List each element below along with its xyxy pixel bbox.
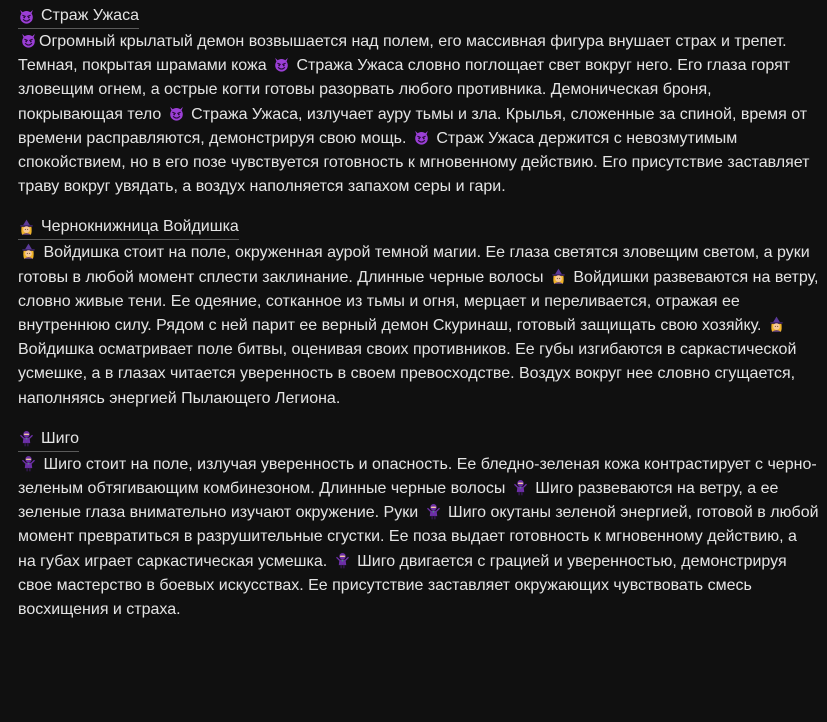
- paragraph-text: Стража Ужаса словно поглощает свет вокруг него. Его глаза горят зловещим огнем, а острые когти готовы разорвать любого противника. Демоническая броня, покрывающая тело: [18, 57, 791, 123]
- witch-icon: [768, 316, 785, 333]
- paragraph-text: Шиго двигается с грацией и уверенностью, демонстрируя свое мастерство в боевых искусствах. Ее присутствие заставляет окружающих чувствовать смесь восхищения и страха.: [18, 552, 787, 619]
- paragraph-text: Страж Ужаса держится с невозмутимым спокойствием, но в его позе чувствуется готовность к мгновенному действию. Его присутствие заставляет траву вокруг увядать, а воздух наполняется запахом серы и гари.: [18, 129, 810, 196]
- smiling-devil-icon: [168, 105, 185, 122]
- paragraph-text: Стража Ужаса, излучает ауру тьмы и зла. Крылья, сложенные за спиной, время от времени расправляются, демонстрируя свою мощь.: [18, 105, 808, 147]
- section-warlock-voidishka: [18, 215, 819, 410]
- ninja-icon: [18, 430, 35, 447]
- ninja-icon: [334, 552, 351, 569]
- section-title: Шиго: [41, 429, 79, 447]
- smiling-devil-icon: [18, 8, 35, 25]
- ninja-icon: [425, 503, 442, 520]
- paragraph-text: Шиго стоит на поле, излучая уверенность и опасность. Ее бледно-зеленая кожа контрастирует с черно-зеленым обтягивающим комбинезоном. Длинные черные волосы: [18, 455, 817, 498]
- witch-icon: [20, 243, 37, 260]
- paragraph-text: Войдишка осматривает поле битвы, оценивая своих противников. Ее губы изгибаются в саркастической усмешке, а в глазах читается уверенность в своем превосходстве. Воздух вокруг нее словно сгущается, наполняясь энергией Пылающего Легиона.: [18, 341, 797, 407]
- section-paragraph: [18, 241, 819, 410]
- witch-icon: [18, 219, 35, 236]
- section-dread-guard: [18, 4, 819, 199]
- witch-icon: [550, 268, 567, 285]
- paragraph-text: Шиго развеваются на ветру, а ее зеленые глаза внимательно изучают окружение. Руки: [18, 480, 779, 522]
- smiling-devil-icon: [413, 129, 430, 146]
- ninja-icon: [20, 455, 37, 472]
- paragraph-text: Войдишка стоит на поле, окруженная аурой темной магии. Ее глаза светятся зловещим светом, а руки готовы в любой момент сплести заклинание. Длинные черные волосы: [18, 244, 810, 286]
- smiling-devil-icon: [20, 32, 37, 49]
- section-title: Страж Ужаса: [41, 7, 139, 24]
- section-heading: [18, 215, 239, 240]
- section-shigo: [18, 427, 819, 622]
- paragraph-text: Войдишки развеваются на ветру, словно живые тени. Ее одеяние, сотканное из тьмы и огня, мерцает и переливается, отражая ее внутреннюю силу. Рядом с ней парит ее верный демон Скуринаш, готовый защищать свою хозяйку.: [18, 268, 819, 335]
- smiling-devil-icon: [273, 56, 290, 73]
- section-title: Чернокнижница Войдишка: [41, 218, 239, 236]
- ninja-icon: [512, 479, 529, 496]
- section-heading: [18, 4, 139, 29]
- paragraph-text: Огромный крылатый демон возвышается над полем, его массивная фигура внушает страх и трепет. Темная, покрытая шрамами кожа: [18, 33, 787, 75]
- section-heading: [18, 427, 79, 452]
- paragraph-text: Шиго окутаны зеленой энергией, готовой в любой момент превратиться в разрушительные сгустки. Ее поза выдает готовность к мгновенному действию, а на губах играет саркастическая усмешка.: [18, 504, 819, 570]
- section-paragraph: [18, 453, 819, 622]
- section-paragraph: [18, 30, 819, 199]
